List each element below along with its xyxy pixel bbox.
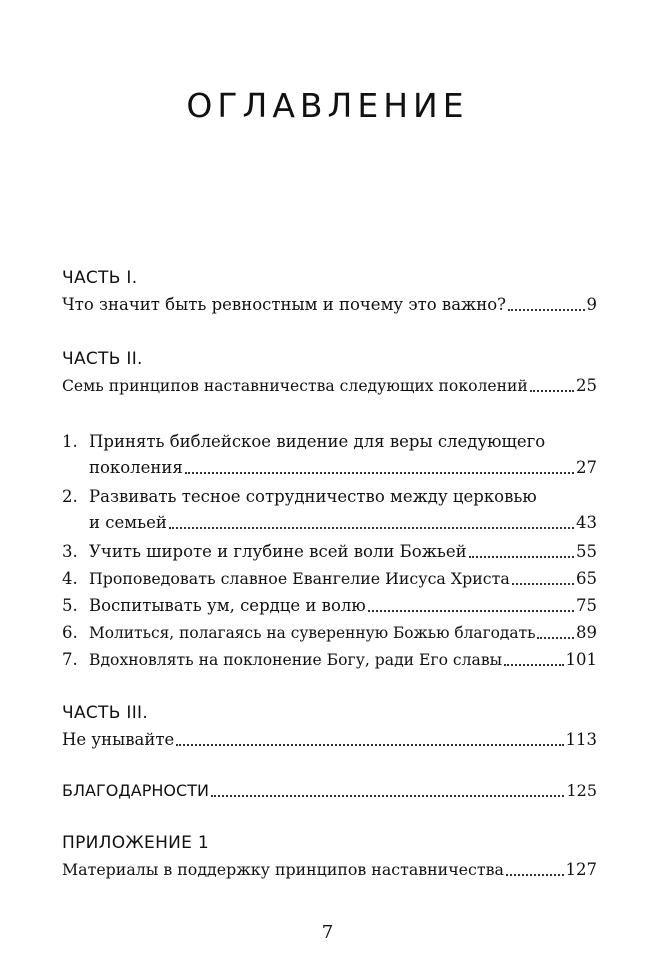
page-number: 7 — [321, 922, 334, 943]
toc-entry-thanks[interactable] — [62, 778, 597, 804]
toc-item-6[interactable] — [62, 620, 597, 646]
dot-leader — [176, 744, 563, 746]
item-text: Развивать тесное сотрудничество между церковью — [89, 487, 537, 506]
toc-entry-text: БЛАГОДАРНОСТИ — [62, 781, 209, 800]
toc-item-2[interactable] — [89, 510, 597, 536]
dot-leader — [469, 556, 574, 558]
toc-page-number: 113 — [565, 730, 597, 749]
toc-page-number: 127 — [565, 860, 597, 879]
item-text: Вдохновлять на поклонение Богу, ради Его славы — [89, 651, 503, 669]
toc-entry-part-1[interactable] — [62, 292, 597, 318]
toc-item-2-line1[interactable] — [62, 484, 537, 510]
item-number: 3. — [62, 542, 78, 561]
toc-item-1[interactable] — [89, 455, 597, 481]
toc-page-number: 9 — [586, 295, 597, 314]
toc-item-1-line1[interactable] — [62, 429, 545, 455]
item-number: 1. — [62, 432, 78, 451]
toc-page-number: 89 — [576, 623, 597, 642]
toc-entry-text: Не унывайте — [62, 730, 175, 749]
toc-entry-appendix[interactable] — [62, 857, 597, 883]
item-number: 7. — [62, 650, 78, 669]
item-text-cont: и семьей — [89, 513, 167, 532]
toc-item-3[interactable] — [62, 539, 597, 565]
dot-leader — [530, 390, 574, 392]
toc-page-number: 27 — [576, 458, 597, 477]
dot-leader — [185, 472, 574, 474]
toc-page-number: 65 — [576, 569, 597, 588]
toc-item-7[interactable] — [62, 647, 597, 673]
item-number: 2. — [62, 487, 78, 506]
toc-item-4[interactable] — [62, 566, 597, 592]
toc-page-number: 125 — [566, 781, 597, 800]
item-text: Проповедовать славное Евангелие Иисуса Христа — [89, 569, 510, 588]
toc-entry-part-2[interactable] — [62, 373, 597, 399]
item-number: 5. — [62, 596, 78, 615]
item-number: 6. — [62, 623, 78, 642]
toc-item-5[interactable] — [62, 593, 597, 619]
part-2-heading: ЧАСТЬ II. — [62, 349, 143, 369]
item-number: 4. — [62, 569, 78, 588]
toc-entry-text: Семь принципов наставничества следующих поколений — [62, 377, 528, 395]
page-title: ОГЛАВЛЕНИЕ — [186, 86, 469, 125]
appendix-heading: ПРИЛОЖЕНИЕ 1 — [62, 833, 210, 853]
toc-page-number: 43 — [576, 513, 597, 532]
toc-entry-part-3[interactable] — [62, 727, 597, 753]
toc-page-number: 25 — [576, 376, 597, 395]
dot-leader — [169, 527, 574, 529]
dot-leader — [537, 637, 574, 639]
dot-leader — [211, 795, 565, 797]
toc-entry-text: Материалы в поддержку принципов наставничества — [62, 860, 504, 879]
item-text: Принять библейское видение для веры следующего — [89, 432, 546, 451]
toc-page-number: 101 — [565, 650, 597, 669]
dot-leader — [512, 583, 574, 585]
toc-page-number: 75 — [576, 596, 597, 615]
toc-entry-text: Что значит быть ревностным и почему это важно? — [62, 295, 506, 314]
toc-page-number: 55 — [576, 542, 597, 561]
part-1-heading: ЧАСТЬ I. — [62, 268, 138, 288]
dot-leader — [506, 874, 564, 876]
item-text-cont: поколения — [89, 458, 183, 477]
item-text: Воспитывать ум, сердце и волю — [89, 596, 366, 615]
dot-leader — [368, 610, 574, 612]
dot-leader — [508, 309, 585, 311]
part-3-heading: ЧАСТЬ III. — [62, 703, 149, 723]
item-text: Учить широте и глубине всей воли Божьей — [89, 542, 467, 561]
dot-leader — [504, 664, 563, 666]
item-text: Молиться, полагаясь на суверенную Божью благодать — [89, 624, 536, 642]
